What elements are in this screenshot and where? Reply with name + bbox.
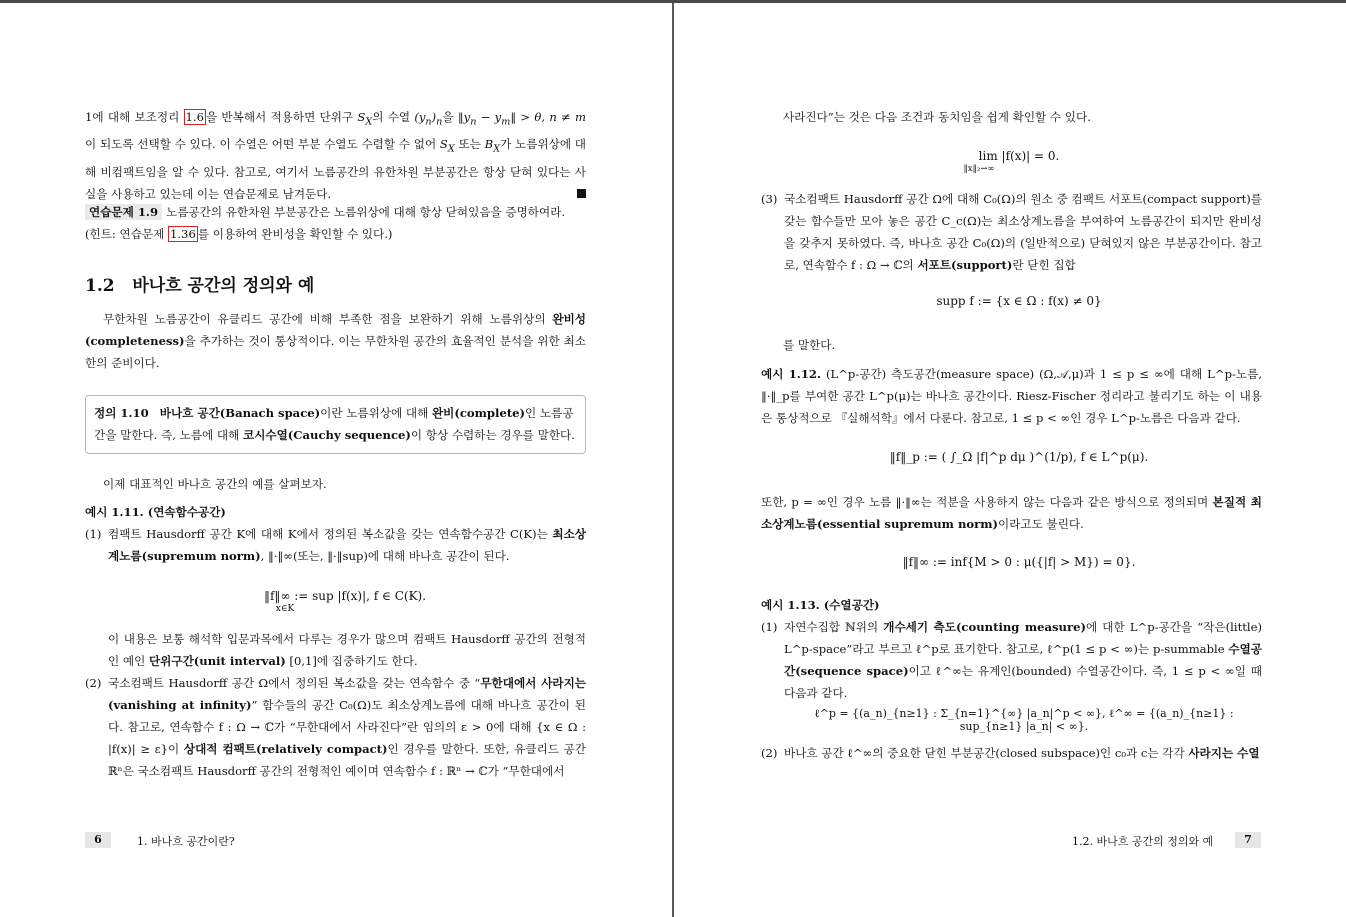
running-head: 1.2. 바나흐 공간의 정의와 예 [1072, 835, 1214, 848]
formula-support: supp f := {x ∈ Ω : f(x) ≠ 0} [936, 294, 1102, 308]
definition-box: 정의 1.10 바나흐 공간(Banach space)이란 노름위상에 대해 완비(complete)인 노름공간을 말한다. 즉, 노름에 대해 코시수열(Cauchy sequence)이 항상 수렴하는 경우를 말한다. [85, 395, 586, 454]
formula-sequence-spaces: ℓ^p = {(a_n)_{n≥1} : Σ_{n=1}^{∞} |a_n|^p < ∞}, ℓ^∞ = {(a_n)_{n≥1} : sup_{n≥1} |a_n| < ∞}. [814, 707, 1234, 733]
definition-label: 정의 1.10 [94, 406, 149, 420]
continued-text: 사라진다”는 것은 다음 조건과 동치임을 쉽게 확인할 수 있다. [783, 110, 1091, 124]
proof-paragraph: 1에 대해 보조정리 1.6 을 반복해서 적용하면 단위구 $S_X$의 수열 $(y_n)_n$을 $‖y_n$ − $y_m‖ > \theta$, n ≠ m 이 되도록 선택할 수 있다. 이 수열은 어떤 부분 수열도 수렴할 수 없어 $S_X$ 또는 $B_X$가 노름위상에 대해 비컴팩트임을 알 수 있다. 참고로, 여기서 노름공간의 유한차원 부분공간은 항상 닫혀 있다는 사실을 사용하고 있는데 이는 연습문제로 남겨둔다. [85, 110, 586, 201]
example-1-13-item-2: (2) 바나흐 공간 ℓ^∞의 중요한 닫힌 부분공간(closed subspace)인 c₀과 c는 각각 사라지는 수열 [761, 746, 1260, 760]
right-page [674, 3, 1346, 917]
section-heading [85, 271, 314, 296]
section-title: 바나흐 공간의 정의와 예 [132, 276, 315, 296]
example-1-11-item-2: (2) 국소컴팩트 Hausdorff 공간 Ω에서 정의된 복소값을 갖는 연속함수 중 “무한대에서 사라지는 (vanishing at infinity)” 함수들의 공간 C₀(Ω)도 최소상계노름에 대해 바나흐 공간이 된다. 참고로, 연속함수 f : Ω → ℂ가 “무한대에서 사라진다”란 임의의 ε > 0에 대해 {x ∈ Ω : |f(x)| ≥ ε}이 상대적 컴팩트(relatively compact)인 경우를 말한다. 또한, 유클리드 공간 ℝⁿ은 국소컴팩트 Hausdorff 공간의 전형적인 예이며 연속함수 f : ℝⁿ → ℂ가 “무한대에서 [85, 676, 587, 778]
running-head: 1. 바나흐 공간이란? [137, 835, 235, 848]
exercise-ref-link[interactable]: 1.36 [170, 227, 196, 241]
example-1-13-title: 예시 1.13. (수열공간) [761, 598, 880, 612]
example-1-11-title: 예시 1.11. (연속함수공간) [85, 505, 226, 519]
formula-lp-norm: ‖f‖_p := ( ∫_Ω |f|^p dμ )^(1/p), f ∈ L^p(μ). [889, 450, 1149, 464]
exercise-hint-end: 를 이용하여 완비성을 확인할 수 있다.) [197, 227, 393, 241]
formula-sup-norm: ‖f‖∞ := sup |f(x)|, f ∈ C(K). $^{x\in K}$ [263, 589, 427, 614]
exercise-1-9 [85, 201, 586, 245]
item-3-end: 를 말한다. [783, 338, 836, 352]
example-1-13-item-1: (1) 자연수집합 ℕ위의 개수세기 측도(counting measure)에 대한 L^p-공간을 “작은(little) L^p-space”라고 부르고 ℓ^p로 표기한다. 참고로, ℓ^p(1 ≤ p < ∞)는 p-summable 수열공간(sequence space)이고 ℓ^∞는 유계인(bounded) 수열공간이다. 즉, 1 ≤ p < ∞일 때 다음과 같다. [761, 620, 1262, 700]
example-1-11-item-1: (1) 컴팩트 Hausdorff 공간 K에 대해 K에서 정의된 복소값을 갖는 연속함수공간 C(K)는 최소상계노름(supremum norm), ‖·‖∞(또는, ‖·‖sup)에 대해 바나흐 공간이 된다. [85, 527, 586, 563]
example-1-12: 예시 1.12. (L^p-공간) 측도공간(measure space) (Ω,𝒜,μ)과 1 ≤ p ≤ ∞에 대해 L^p-노름, ‖·‖_p를 부여한 공간 L^p(μ)는 바나흐 공간이다. Riesz-Fischer 정리라고 불리기도 하는 이 내용은 통상적으로 『실해석학』에서 다룬다. 참고로, 1 ≤ p < ∞인 경우 L^p-노름은 다음과 같다. [761, 367, 1263, 425]
formula-ess-sup: ‖f‖∞ := inf{M > 0 : μ({|f| > M}) = 0}. [902, 555, 1136, 569]
formula-limit: lim |f(x)| = 0. $^{‖x‖_2\to\infty}$ [963, 149, 1060, 174]
page-number: 7 [1235, 832, 1261, 848]
end-of-proof-icon [577, 189, 586, 198]
example-1-11-item-3: (3) 국소컴팩트 Hausdorff 공간 Ω에 대해 C₀(Ω)의 원소 중 컴팩트 서포트(compact support)를 갖는 함수들만 모아 놓은 공간 C_c(Ω)는 최소상계노름을 부여하여 노름공간이 되지만 완비성을 갖추지 못하였다. 즉, 바나흐 공간 C₀(Ω)의 (일반적으로) 닫혀있지 않은 부분공간이다. 참고로, 연속함수 f : Ω → ℂ의 서포트(support)란 닫힌 집합 [761, 192, 1262, 272]
essential-sup-paragraph: 또한, p = ∞인 경우 노름 ‖·‖∞는 적분을 사용하지 않는 다음과 같은 방식으로 정의되며 본질적 최소상계노름(essential supremum norm)이라고도 불린다. [761, 495, 1262, 531]
page-number: 6 [85, 832, 111, 848]
left-page [0, 3, 672, 917]
example-1-11-item-1-cont: 이 내용은 보통 해석학 입문과목에서 다루는 경우가 많으며 컴팩트 Hausdorff 공간의 전형적인 예인 단위구간(unit interval) [0,1]에 집중하기도 한다. [108, 632, 586, 668]
section-number: 1.2 [85, 276, 115, 296]
exercise-text: 노름공간의 유한차원 부분공간은 노름위상에 대해 항상 닫혀있음을 증명하여라. [166, 205, 566, 219]
exercise-hint: (힌트: 연습문제 [85, 227, 168, 241]
lemma-ref-link[interactable]: 1.6 [185, 110, 204, 124]
example-1-12-label: 예시 1.12. [761, 367, 821, 381]
exercise-label: 연습문제 1.9 [85, 204, 162, 220]
lead-sentence: 이제 대표적인 바나흐 공간의 예를 살펴보자. [103, 477, 327, 491]
intro-paragraph: 무한차원 노름공간이 유클리드 공간에 비해 부족한 점을 보완하기 위해 노름위상의 완비성 (completeness)을 추가하는 것이 통상적이다. 이는 무한차원 공간의 효율적인 분석을 위한 최소한의 준비이다. [85, 312, 586, 370]
